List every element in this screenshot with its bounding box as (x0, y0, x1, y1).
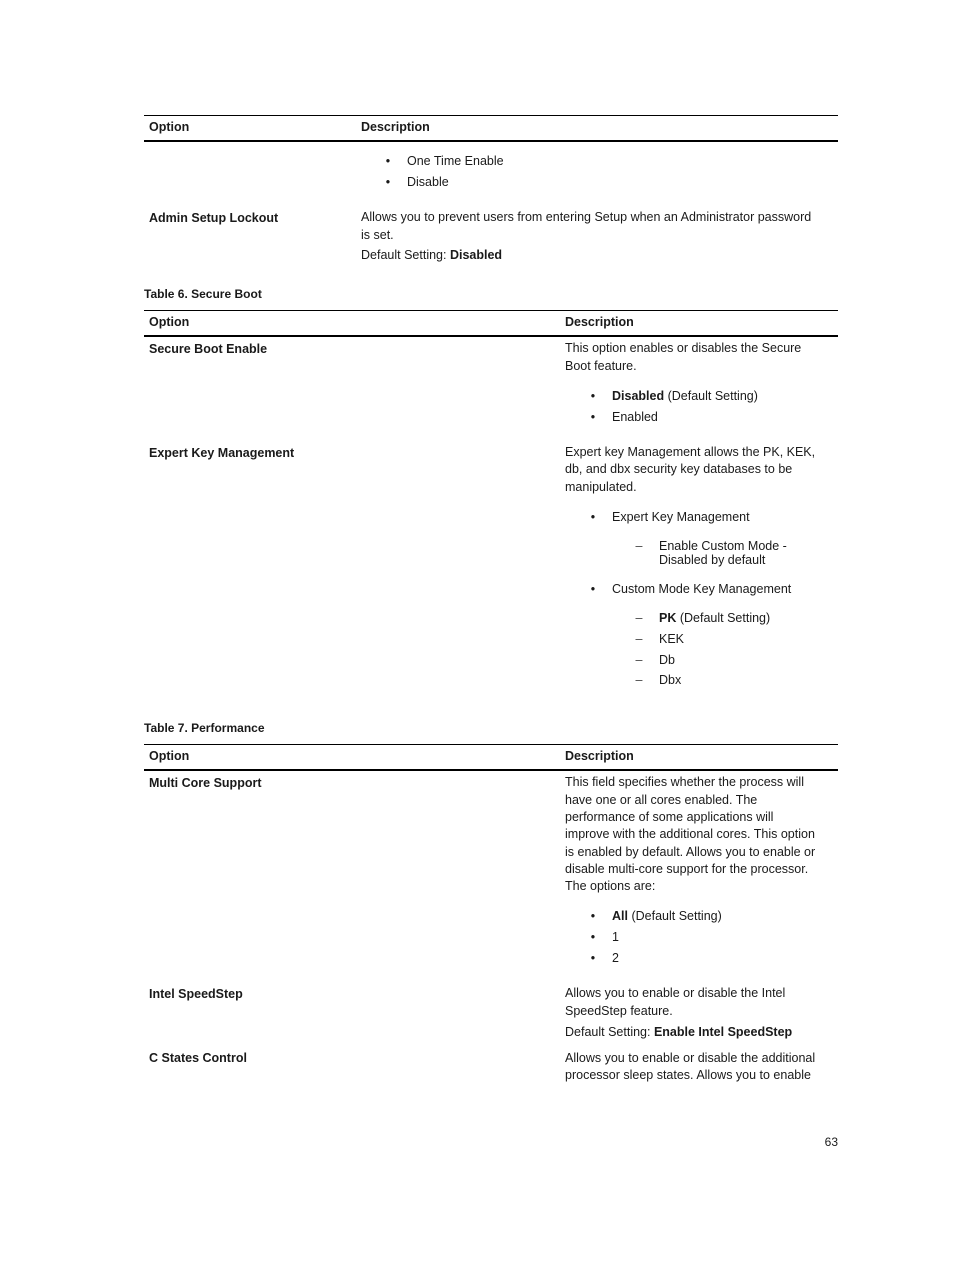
header-rule (144, 335, 838, 337)
description-line: SpeedStep feature. (565, 1004, 673, 1018)
list-item (612, 388, 758, 406)
default-setting (565, 1024, 792, 1042)
list-item: Disable (407, 175, 449, 189)
description-line: This option enables or disables the Secure (565, 341, 802, 355)
default-value: Disabled (449, 248, 503, 262)
option-admin-setup-lockout: Admin Setup Lockout (149, 211, 279, 225)
table-caption: Table 6. Secure Boot (144, 287, 262, 301)
description-line: Allows you to prevent users from entering Setup when an Administrator password (361, 210, 812, 224)
option-multi-core-support: Multi Core Support (149, 776, 262, 790)
header-rule (144, 140, 838, 142)
description-line: The options are: (565, 879, 656, 893)
bullet-icon: • (590, 951, 596, 965)
sub-list-item-bold: PK (659, 611, 677, 625)
bullet-icon: • (590, 930, 596, 944)
default-label: Default Setting: (361, 248, 450, 262)
bullet-icon: • (590, 389, 596, 403)
option-intel-speedstep: Intel SpeedStep (149, 987, 243, 1001)
description-line: performance of some applications will (565, 810, 774, 824)
option-expert-key-management: Expert Key Management (149, 446, 295, 460)
table-top-rule (144, 310, 838, 311)
description-line: Expert key Management allows the PK, KEK, (565, 445, 816, 459)
dash-icon: – (635, 611, 643, 625)
header-option: Option (149, 749, 190, 763)
description-line: Allows you to enable or disable the Intel (565, 986, 786, 1000)
table-top-rule (144, 744, 838, 745)
description-line: db, and dbx security key databases to be (565, 462, 793, 476)
list-item-bold: Disabled (612, 389, 665, 403)
dash-icon: – (635, 673, 643, 687)
default-setting (361, 247, 502, 265)
header-option: Option (149, 315, 190, 329)
bullet-icon: • (385, 154, 391, 168)
sub-list-item: KEK (659, 632, 685, 646)
header-option: Option (149, 120, 190, 134)
sub-list-item: Dbx (659, 673, 682, 687)
dash-icon: – (635, 632, 643, 646)
dash-icon: – (635, 539, 643, 553)
list-item: Enabled (612, 410, 658, 424)
description-line: manipulated. (565, 480, 637, 494)
sub-list-item: Disabled by default (659, 553, 766, 567)
header-rule (144, 769, 838, 771)
dash-icon: – (635, 653, 643, 667)
list-item (612, 908, 722, 926)
bullet-icon: • (590, 410, 596, 424)
list-item-rest: (Default Setting) (627, 909, 722, 923)
description-line: Allows you to enable or disable the additional (565, 1051, 816, 1065)
list-item: Custom Mode Key Management (612, 582, 792, 596)
list-item: 2 (612, 951, 619, 965)
default-label: Default Setting: (565, 1025, 654, 1039)
table-caption: Table 7. Performance (144, 721, 265, 735)
default-value: Enable Intel SpeedStep (653, 1025, 793, 1039)
option-c-states-control: C States Control (149, 1051, 247, 1065)
list-item-bold: All (612, 909, 628, 923)
description-line: This field specifies whether the process will (565, 775, 804, 789)
bullet-icon: • (590, 909, 596, 923)
list-item: 1 (612, 930, 619, 944)
list-item-rest: (Default Setting) (664, 389, 758, 403)
description-line: processor sleep states. Allows you to enable (565, 1068, 811, 1082)
description-line: is set. (361, 228, 394, 242)
sub-list-item: Enable Custom Mode - (659, 539, 787, 553)
header-description: Description (565, 749, 634, 763)
page-number: 63 (824, 1135, 838, 1149)
description-line: disable multi-core support for the processor. (565, 862, 809, 876)
description-line: is enabled by default. Allows you to enable or (565, 845, 816, 859)
description-line: improve with the additional cores. This option (565, 827, 815, 841)
sub-list-item-rest: (Default Setting) (676, 611, 771, 625)
option-secure-boot-enable: Secure Boot Enable (149, 342, 268, 356)
header-description: Description (361, 120, 430, 134)
bullet-icon: • (590, 582, 596, 596)
sub-list-item: Db (659, 653, 675, 667)
list-item: One Time Enable (407, 154, 504, 168)
sub-list-item (659, 610, 770, 628)
description-line: Boot feature. (565, 359, 637, 373)
list-item: Expert Key Management (612, 510, 750, 524)
table-top-rule (144, 115, 838, 116)
header-description: Description (565, 315, 634, 329)
bullet-icon: • (590, 510, 596, 524)
description-line: have one or all cores enabled. The (565, 793, 758, 807)
bullet-icon: • (385, 175, 391, 189)
